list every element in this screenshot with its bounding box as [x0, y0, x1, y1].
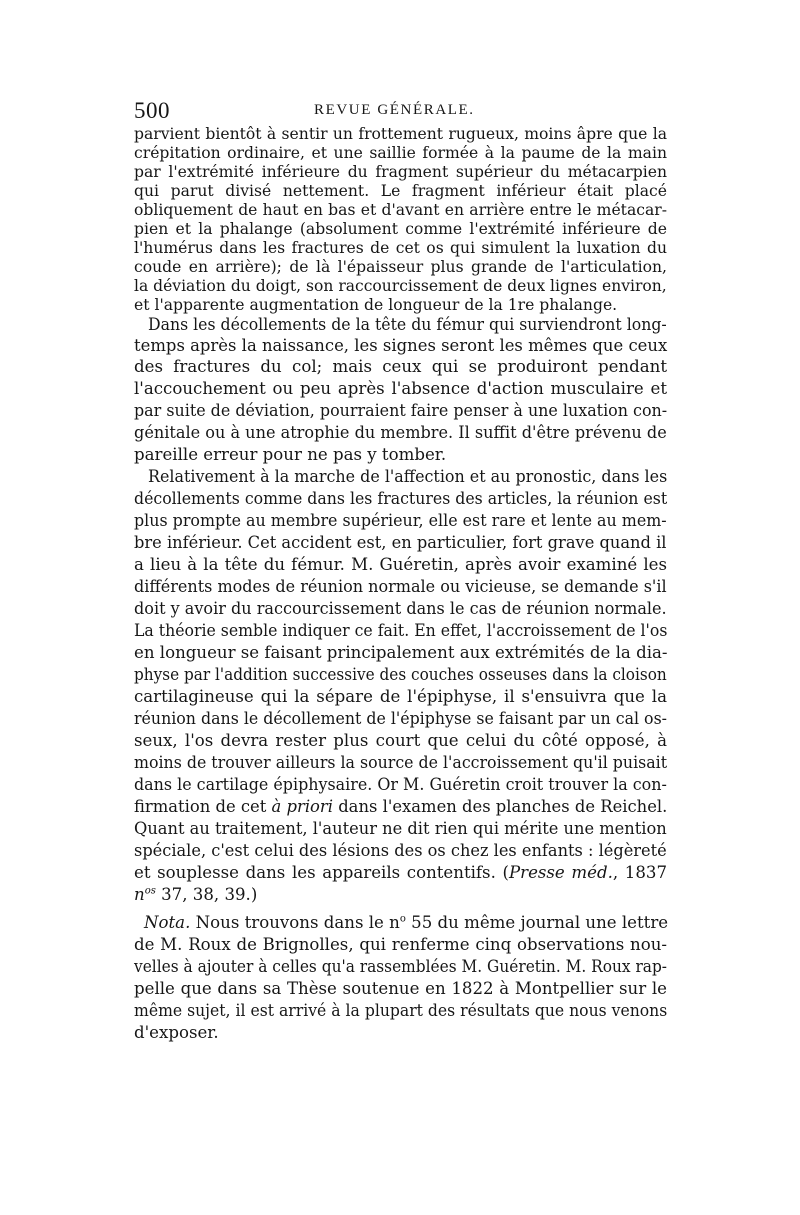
text-line: pelle que dans sa Thèse soutenue en 1822 à Montpellier sur le	[134, 979, 667, 998]
text-line: décollements comme dans les fractures des articles, la réunion est	[134, 489, 668, 508]
text-line: bre inférieur. Cet accident est, en particulier, fort grave quand il	[134, 533, 667, 552]
text-line: Relativement à la marche de l'affection et au pronostic, dans les	[148, 467, 668, 486]
text-line	[134, 885, 667, 904]
text-line: Quant au traitement, l'auteur ne dit rien qui mérite une mention	[134, 819, 667, 838]
text-line: a lieu à la tête du fémur. M. Guéretin, après avoir examiné les	[134, 555, 667, 574]
text-line: La théorie semble indiquer ce fait. En effet, l'accroissement de l'os	[134, 621, 668, 640]
running-title: REVUE GÉNÉRALE.	[314, 102, 475, 118]
text-line: qui parut divisé nettement. Le fragment inférieur était placé	[134, 182, 667, 200]
text-line: coude en arrière); de là l'épaisseur plus grande de l'articulation,	[134, 258, 667, 276]
text-line: par suite de déviation, pourraient faire penser à une luxation con-	[134, 401, 668, 420]
confirmation-line: firmation de cet à priori dans l'examen des planches de Reichel.	[134, 797, 668, 816]
text-line: cartilagineuse qui la sépare de l'épiphyse, il s'ensuivra que la	[134, 687, 667, 706]
text-line: obliquement de haut en bas et d'avant en arrière entre le métacar-	[134, 201, 667, 219]
page-header	[134, 98, 669, 126]
text-line: différents modes de réunion normale ou vicieuse, se demande s'il	[134, 577, 667, 596]
citation-line: et souplesse dans les appareils contentifs. (Presse méd., 1837	[134, 863, 668, 882]
text-line: physe par l'addition successive des couches osseuses dans la cloison	[134, 665, 667, 684]
text-line: pareille erreur pour ne pas y tomber.	[134, 445, 447, 464]
text-line: doit y avoir du raccourcissement dans le cas de réunion normale.	[134, 599, 667, 618]
text-line: des fractures du col; mais ceux qui se produiront pendant	[134, 357, 667, 376]
text-line: crépitation ordinaire, et une saillie formée à la paume de la main	[134, 144, 667, 162]
text-line: en longueur se faisant principalement aux extrémités de la dia-	[134, 643, 668, 662]
text-line	[134, 863, 667, 882]
text-line: même sujet, il est arrivé à la plupart des résultats que nous venons	[134, 1001, 668, 1020]
text-line	[144, 913, 667, 932]
text-line: moins de trouver ailleurs la source de l'accroissement qu'il puisait	[134, 753, 668, 772]
text-line: l'humérus dans les fractures de cet os qui simulent la luxation du	[134, 239, 667, 257]
text-line: temps après la naissance, les signes seront les mêmes que ceux	[134, 336, 668, 355]
text-line: et l'apparente augmentation de longueur de la 1re phalange.	[134, 296, 618, 314]
nota-line: Nota. Nous trouvons dans le $n^o$ 55 du même journal une lettre	[144, 913, 669, 932]
text-line: seux, l'os devra rester plus court que celui du côté opposé, à	[134, 731, 667, 750]
text-line: parvient bientôt à sentir un frottement rugueux, moins âpre que la	[134, 125, 667, 143]
text-line: velles à ajouter à celles qu'a rassemblées M. Guéretin. M. Roux rap-	[134, 957, 668, 976]
text-line: la déviation du doigt, son raccourcissement de deux lignes environ,	[134, 277, 667, 295]
page-number: 500	[134, 98, 170, 123]
text-line: par l'extrémité inférieure du fragment supérieur du métacarpien	[134, 163, 667, 181]
text-line: d'exposer.	[134, 1023, 219, 1042]
text-line: de M. Roux de Brignolles, qui renferme cinq observations nou-	[134, 935, 667, 954]
text-line: dans le cartilage épiphysaire. Or M. Guéretin croit trouver la con-	[134, 775, 667, 794]
text-line: l'accouchement ou peu après l'absence d'action musculaire et	[134, 379, 667, 398]
text-line: Dans les décollements de la tête du fémur qui surviendront long-	[148, 315, 667, 334]
citation-numbers: $n^{os}$ 37, 38, 39.)	[134, 885, 258, 904]
text-line: spéciale, c'est celui des lésions des os chez les enfants : légèreté	[134, 841, 667, 860]
text-line: réunion dans le décollement de l'épiphyse se faisant par un cal os-	[134, 709, 668, 728]
text-line: plus prompte au membre supérieur, elle est rare et lente au mem-	[134, 511, 667, 530]
text-line: génitale ou à une atrophie du membre. Il suffit d'être prévenu de	[134, 423, 667, 442]
text-line: pien et la phalange (absolument comme l'extrémité inférieure de	[134, 220, 667, 238]
text-line	[134, 797, 668, 816]
